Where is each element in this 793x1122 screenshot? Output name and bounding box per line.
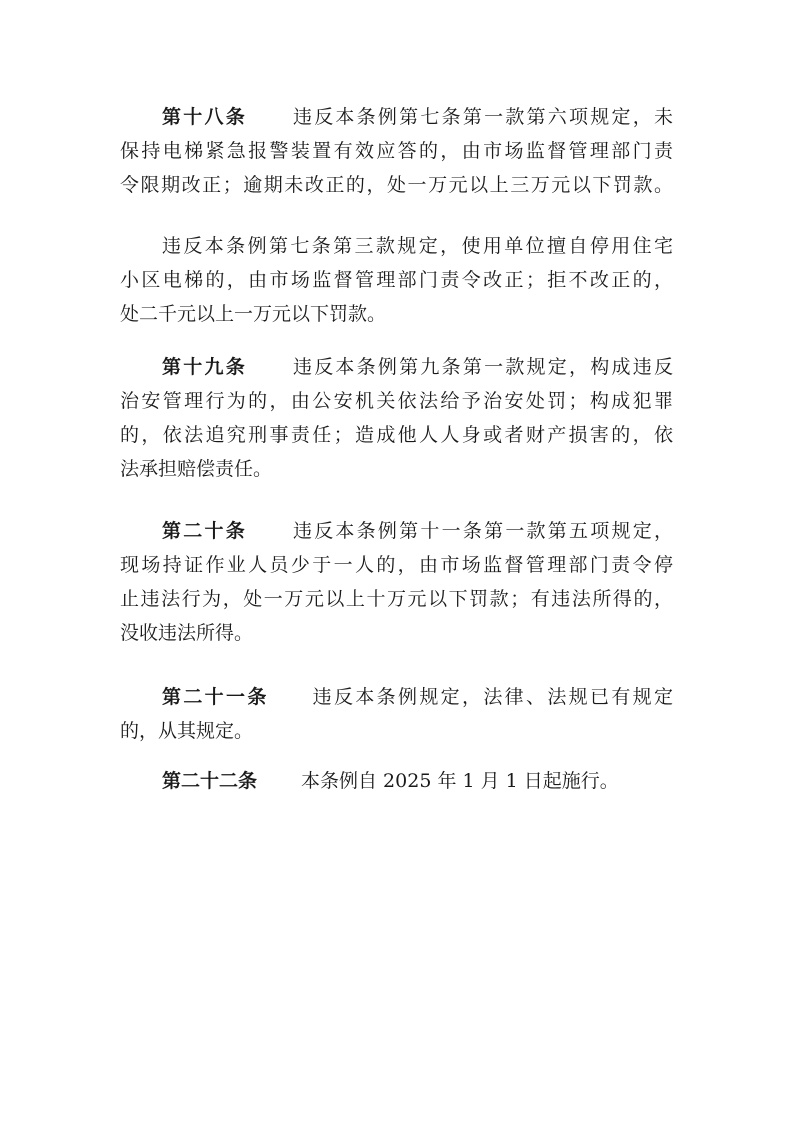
article-21 [120, 680, 673, 748]
paragraph-line: 法承担赔偿责任。 [120, 458, 273, 480]
article-19 [120, 350, 673, 486]
article-22 [120, 764, 673, 798]
paragraph-text: 违反本条例第九条第一款规定，构成违反 [292, 356, 673, 378]
paragraph-line [120, 764, 673, 798]
paragraph-line: 违反本条例第七条第三款规定，使用单位擅自停用住宅 [162, 235, 673, 257]
paragraph-line: 治安管理行为的，由公安机关依法给予治安处罚；构成犯罪 [120, 390, 673, 412]
paragraph-line: 处二千元以上一万元以下罚款。 [120, 303, 387, 325]
paragraph-text: 本条例自 2025 年 1 月 1 日起施行。 [301, 770, 619, 792]
article-heading: 第二十条 [162, 520, 247, 542]
paragraph-line: 没收违法所得。 [120, 622, 254, 644]
paragraph-text: 违反本条例第十一条第一款第五项规定， [292, 520, 673, 542]
paragraph-text: 违反本条例第七条第一款第六项规定，未 [292, 106, 673, 128]
article-18-paragraph-2 [120, 229, 673, 331]
article-20 [120, 514, 673, 650]
paragraph-line: 的，依法追究刑事责任；造成他人人身或者财产损害的，依 [120, 424, 673, 446]
paragraph-line: 小区电梯的，由市场监督管理部门责令改正；拒不改正的， [120, 269, 673, 291]
article-heading: 第二十二条 [162, 770, 258, 792]
article-heading: 第十八条 [162, 106, 247, 128]
paragraph-line: 的，从其规定。 [120, 720, 254, 742]
paragraph-line: 令限期改正；逾期未改正的，处一万元以上三万元以下罚款。 [120, 174, 673, 196]
paragraph-line [120, 350, 673, 384]
article-18 [120, 100, 673, 202]
paragraph-line: 保持电梯紧急报警装置有效应答的，由市场监督管理部门责 [120, 140, 673, 162]
paragraph-line [120, 514, 673, 548]
article-heading: 第二十一条 [162, 686, 269, 708]
paragraph-line: 现场持证作业人员少于一人的，由市场监督管理部门责令停 [120, 554, 673, 576]
paragraph-text: 违反本条例规定，法律、法规已有规定 [312, 686, 673, 708]
paragraph-line [120, 100, 673, 134]
article-heading: 第十九条 [162, 356, 247, 378]
paragraph-line: 止违法行为，处一万元以上十万元以下罚款；有违法所得的， [120, 588, 673, 610]
paragraph-line [120, 680, 673, 714]
